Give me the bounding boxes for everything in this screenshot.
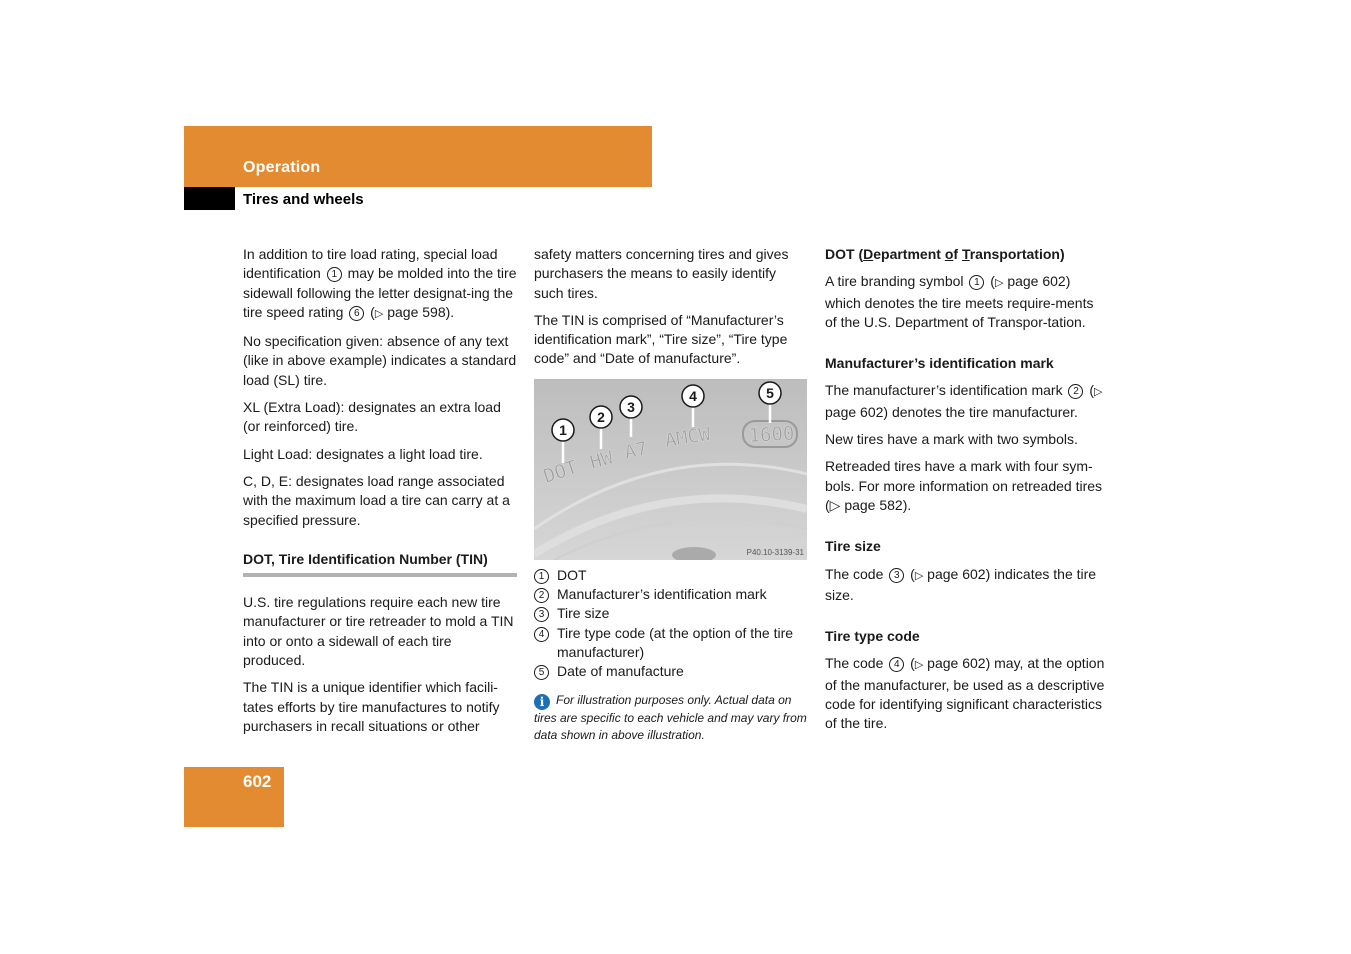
- text-run: In addition to tire load rating, special load identification: [243, 246, 498, 282]
- text-run: DOT (: [825, 246, 864, 262]
- black-tab-marker: [184, 187, 235, 210]
- paragraph-load-range: C, D, E: designates load range associated with the maximum load a tire can carry at a specified pressure.: [243, 472, 510, 528]
- text-run: (: [1085, 382, 1095, 399]
- page-number: 602: [243, 772, 272, 791]
- callout-1: 1: [969, 275, 984, 290]
- text-run: ransportation): [969, 246, 1065, 262]
- text-run: page 602) denotes the tire manufacturer.: [825, 403, 1078, 420]
- text-run: T: [961, 246, 970, 262]
- legend-number: 1: [534, 569, 549, 584]
- callout-1: 1: [327, 267, 342, 282]
- text-run: (: [986, 273, 995, 290]
- callout-label-4: 4: [689, 387, 697, 404]
- text-run: (: [906, 565, 915, 582]
- paragraph-tin-comprised: The TIN is comprised of “Manufacturer’s identification mark”, “Tire size”, “Tire type code” and “Date of manufacture”.: [534, 311, 788, 367]
- legend-item: [534, 585, 808, 604]
- legend-text: Tire size: [557, 605, 610, 622]
- info-icon: i: [534, 694, 550, 710]
- page-ref-arrow-icon: ▷: [994, 277, 1004, 290]
- heading-tire-type-code: Tire type code: [825, 628, 920, 645]
- heading-tire-size: Tire size: [825, 538, 881, 555]
- callout-label-5: 5: [766, 384, 774, 401]
- legend-number: 4: [534, 627, 549, 642]
- illustration-note: [534, 692, 808, 744]
- callout-3: 3: [889, 568, 904, 583]
- callout-6: 6: [349, 306, 364, 321]
- legend-item: [534, 604, 808, 623]
- heading-dot-tin: DOT, Tire Identification Number (TIN): [243, 550, 488, 567]
- section-title: Operation: [243, 159, 321, 176]
- marking-hw: HW: [587, 446, 616, 474]
- subsection-title: Tires and wheels: [243, 191, 364, 208]
- paragraph-manufacturer-mark: [825, 381, 1105, 422]
- text-run: The manufacturer’s identification mark: [825, 382, 1067, 399]
- legend-number: 3: [534, 607, 549, 622]
- text-run: may be molded into the tire sidewall following the letter designat-ing the tire speed rating: [243, 265, 517, 320]
- text-run: page 602) may, at the option of the manufacturer, be used as a descriptive code for identifying significant characteristics of the tire.: [825, 655, 1105, 732]
- paragraph-retreaded-tires: Retreaded tires have a mark with four sym-bols. For more information on retreaded tires (▷ page 582).: [825, 458, 1103, 513]
- paragraph-extra-load: XL (Extra Load): designates an extra load (or reinforced) tire.: [243, 399, 501, 435]
- figure-legend: [534, 566, 808, 682]
- column-1: [243, 245, 517, 744]
- callout-label-2: 2: [597, 408, 605, 425]
- note-text: For illustration purposes only. Actual data on tires are specific to each vehicle and may vary from data shown in above illustration.: [534, 692, 807, 742]
- marking-dot: DOT: [540, 456, 581, 488]
- text-run: (: [906, 655, 915, 672]
- column-2: [534, 245, 808, 744]
- legend-item: [534, 624, 808, 663]
- paragraph-tire-size: [825, 565, 1105, 606]
- header-band: [184, 126, 652, 187]
- callout-2: 2: [1068, 384, 1083, 399]
- legend-text: Date of manufacture: [557, 663, 684, 680]
- paragraph-tin-regulations: U.S. tire regulations require each new tire manufacturer or tire retreader to mold a TIN into or onto a sidewall of each tire produced.: [243, 594, 514, 669]
- marking-date: 1600: [748, 422, 795, 447]
- paragraph-tire-branding: [825, 272, 1105, 332]
- legend-text: Manufacturer’s identification mark: [557, 586, 767, 603]
- heading-manufacturer-mark: Manufacturer’s identification mark: [825, 355, 1054, 372]
- heading-dot: [825, 245, 1105, 264]
- text-run: page 598).: [383, 303, 455, 320]
- legend-item: [534, 566, 808, 585]
- page-ref-arrow-icon: ▷: [914, 659, 924, 672]
- text-run: D: [863, 246, 874, 262]
- paragraph-light-load: Light Load: designates a light load tire.: [243, 445, 483, 462]
- callout-label-3: 3: [627, 398, 635, 415]
- text-run: The code: [825, 655, 888, 672]
- text-run: page 602) which denotes the tire meets require-ments of the U.S. Department of Transpor-tation.: [825, 273, 1094, 330]
- text-run: f: [953, 246, 962, 262]
- marking-amcw: AMCW: [663, 422, 712, 452]
- legend-number: 2: [534, 588, 549, 603]
- legend-number: 5: [534, 665, 549, 680]
- page-ref-arrow-icon: ▷: [914, 569, 924, 582]
- page-ref-arrow-icon: ▷: [374, 307, 384, 320]
- paragraph-no-specification: No specification given: absence of any text (like in above example) indicates a standard load (SL) tire.: [243, 333, 517, 388]
- tire-sidewall-svg: [534, 379, 807, 560]
- callout-4: 4: [889, 657, 904, 672]
- text-run: page 602) indicates the tire size.: [825, 565, 1097, 603]
- column-3: [825, 245, 1105, 742]
- figure-reference: P40.10-3139-31: [746, 547, 804, 557]
- heading-rule: [243, 573, 517, 577]
- paragraph-new-tires: New tires have a mark with two symbols.: [825, 431, 1078, 448]
- tire-sidewall-illustration: [534, 379, 807, 560]
- text-run: A tire branding symbol: [825, 273, 968, 290]
- text-run: The code: [825, 565, 888, 582]
- page-ref-arrow-icon: ▷: [1094, 386, 1103, 399]
- paragraph-tire-type-code: [825, 654, 1105, 733]
- legend-item: [534, 662, 808, 681]
- text-run: epartment: [873, 246, 945, 262]
- paragraph-load-identification: [243, 245, 517, 324]
- text-run: (: [366, 303, 375, 320]
- text-run: o: [944, 246, 954, 262]
- legend-text: DOT: [557, 566, 587, 583]
- callout-label-1: 1: [559, 421, 567, 438]
- marking-a7: A7: [622, 437, 650, 464]
- paragraph-tin-identifier: The TIN is a unique identifier which facili-tates efforts by tire manufactures to notify purchasers in recall situations or other: [243, 679, 500, 734]
- legend-text: Tire type code (at the option of the tire manufacturer): [557, 624, 794, 660]
- paragraph-safety-matters: safety matters concerning tires and gives purchasers the means to easily identify such tires.: [534, 246, 789, 301]
